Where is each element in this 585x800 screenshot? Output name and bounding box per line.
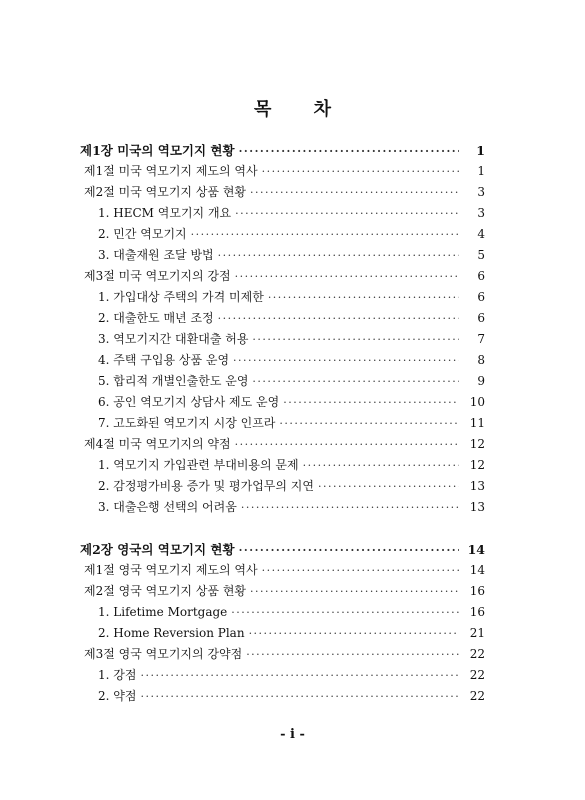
dot-leader: [268, 287, 459, 308]
toc-page-number: 3: [477, 185, 485, 199]
toc-entry-label: 2. 약점: [98, 689, 137, 703]
dot-leader: [239, 141, 459, 162]
dot-leader: [241, 497, 459, 518]
dot-leader: [233, 350, 459, 371]
toc-page-number: 11: [469, 416, 485, 430]
toc-page-number: 6: [477, 290, 485, 304]
toc-page-number: 16: [469, 584, 485, 598]
dot-leader: [140, 665, 459, 686]
toc-subsection-entry[interactable]: [80, 476, 485, 497]
toc-entry-label: 1. Lifetime Mortgage: [98, 605, 228, 619]
toc-entry-label: 3. 대출은행 선택의 어려움: [98, 500, 237, 514]
toc-subsection-entry[interactable]: [80, 413, 485, 434]
toc-entry-label: 제1절 미국 역모기지 제도의 역사: [84, 164, 258, 178]
toc-subsection-entry[interactable]: [80, 224, 485, 245]
toc-page-number: 8: [477, 353, 485, 367]
dot-leader: [235, 203, 459, 224]
toc-page-number: 5: [477, 248, 485, 262]
toc-chapter-entry[interactable]: [80, 539, 485, 560]
dot-leader: [303, 455, 459, 476]
toc-page-number: 21: [469, 626, 485, 640]
toc-subsection-entry[interactable]: [80, 497, 485, 518]
toc-page-number: 12: [469, 437, 485, 451]
toc-entry-label: 제3절 영국 역모기지의 강약점: [84, 647, 243, 661]
toc-subsection-entry[interactable]: [80, 455, 485, 476]
toc-page-number: 6: [477, 269, 485, 283]
toc-entry-label: 6. 공인 역모기지 상담사 제도 운영: [98, 395, 280, 409]
toc-entry-label: 1. HECM 역모기지 개요: [98, 206, 232, 220]
dot-leader: [191, 224, 459, 245]
toc-entry-label: 제2장 영국의 역모기지 현황: [80, 542, 235, 557]
dot-leader: [318, 476, 459, 497]
dot-leader: [235, 266, 459, 287]
toc-page-number: 22: [469, 647, 485, 661]
toc-page-number: 16: [469, 605, 485, 619]
toc-page-number: 3: [477, 206, 485, 220]
toc-entry-label: 제1절 영국 역모기지 제도의 역사: [84, 563, 258, 577]
toc-section-entry[interactable]: [80, 581, 485, 602]
toc-entry-label: 2. 민간 역모기지: [98, 227, 187, 241]
toc-entry-label: 제2절 영국 역모기지 상품 현황: [84, 584, 246, 598]
toc-section-entry[interactable]: [80, 266, 485, 287]
toc-entry-label: 제3절 미국 역모기지의 강점: [84, 269, 231, 283]
toc-entry-label: 3. 역모기지간 대환대출 허용: [98, 332, 249, 346]
toc-entry-label: 1. 역모기지 가입관련 부대비용의 문제: [98, 458, 299, 472]
toc-subsection-entry[interactable]: [80, 602, 485, 623]
dot-leader: [249, 623, 459, 644]
toc-entry-label: 2. 대출한도 매년 조정: [98, 311, 214, 325]
dot-leader: [235, 434, 459, 455]
dot-leader: [250, 581, 459, 602]
toc-entry-label: 제4절 미국 역모기지의 약점: [84, 437, 231, 451]
toc-entry-label: 4. 주택 구입용 상품 운영: [98, 353, 230, 367]
dot-leader: [252, 371, 459, 392]
toc-section-entry[interactable]: [80, 560, 485, 581]
dot-leader: [252, 329, 459, 350]
toc-subsection-entry[interactable]: [80, 392, 485, 413]
toc-page-number: 1: [477, 164, 485, 178]
toc-entry-label: 제1장 미국의 역모기지 현황: [80, 143, 235, 158]
toc-subsection-entry[interactable]: [80, 623, 485, 644]
toc-entry-label: 제2절 미국 역모기지 상품 현황: [84, 185, 246, 199]
toc-page-number: 7: [477, 332, 485, 346]
toc-subsection-entry[interactable]: [80, 371, 485, 392]
dot-leader: [250, 182, 459, 203]
toc-subsection-entry[interactable]: [80, 329, 485, 350]
toc-section-entry[interactable]: [80, 182, 485, 203]
toc-entry-label: 1. 강점: [98, 668, 137, 682]
toc-section-entry[interactable]: [80, 644, 485, 665]
page-title: 목 차: [253, 99, 350, 120]
table-of-contents: [80, 140, 485, 707]
dot-leader: [218, 308, 459, 329]
toc-subsection-entry[interactable]: [80, 350, 485, 371]
toc-page-number: 9: [477, 374, 485, 388]
dot-leader: [262, 560, 459, 581]
toc-entry-label: 5. 합리적 개별인출한도 운영: [98, 374, 249, 388]
dot-leader: [239, 540, 459, 561]
dot-leader: [231, 602, 459, 623]
dot-leader: [218, 245, 459, 266]
toc-page-number: 22: [469, 689, 485, 703]
toc-entry-label: 1. 가입대상 주택의 가격 미제한: [98, 290, 264, 304]
toc-page-number: 14: [467, 542, 485, 557]
toc-page-number: 13: [469, 500, 485, 514]
toc-section-entry[interactable]: [80, 161, 485, 182]
toc-entry-label: 2. Home Reversion Plan: [98, 626, 245, 640]
toc-subsection-entry[interactable]: [80, 203, 485, 224]
toc-entry-label: 7. 고도화된 역모기지 시장 인프라: [98, 416, 276, 430]
toc-section-entry[interactable]: [80, 434, 485, 455]
toc-chapter-entry[interactable]: [80, 140, 485, 161]
toc-subsection-entry[interactable]: [80, 287, 485, 308]
dot-leader: [279, 413, 459, 434]
toc-page-number: 6: [477, 311, 485, 325]
dot-leader: [262, 161, 459, 182]
toc-page-number: 12: [469, 458, 485, 472]
toc-subsection-entry[interactable]: [80, 686, 485, 707]
toc-entry-label: 2. 감정평가비용 증가 및 평가업무의 지연: [98, 479, 314, 493]
toc-subsection-entry[interactable]: [80, 245, 485, 266]
dot-leader: [283, 392, 459, 413]
toc-page-number: 22: [469, 668, 485, 682]
toc-entry-label: 3. 대출재원 조달 방법: [98, 248, 214, 262]
dot-leader: [246, 644, 459, 665]
page-number-footer: - i -: [280, 727, 305, 742]
dot-leader: [140, 686, 459, 707]
toc-page-number: 10: [469, 395, 485, 409]
toc-page-number: 1: [476, 143, 485, 158]
toc-page-number: 4: [477, 227, 485, 241]
toc-page-number: 14: [469, 563, 485, 577]
toc-subsection-entry[interactable]: [80, 665, 485, 686]
toc-page-number: 13: [469, 479, 485, 493]
toc-subsection-entry[interactable]: [80, 308, 485, 329]
